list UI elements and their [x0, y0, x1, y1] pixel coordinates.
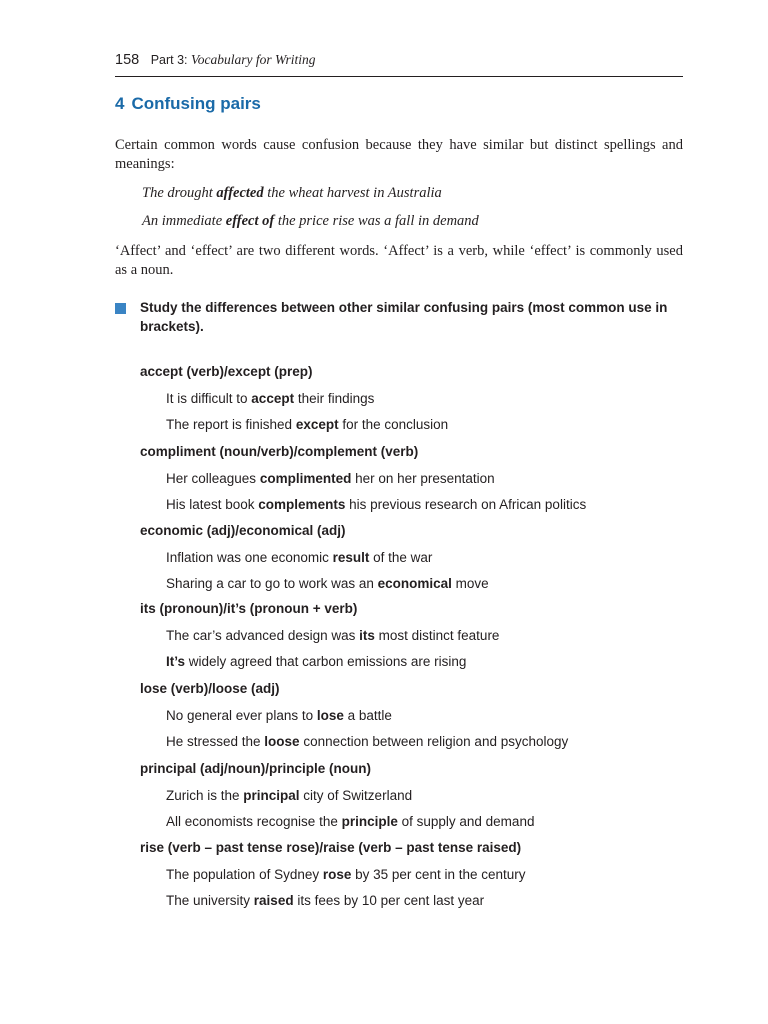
example-keyword: It’s: [166, 654, 186, 669]
example-keyword: effect of: [225, 213, 275, 229]
part-subtitle: Vocabulary for Writing: [191, 52, 316, 67]
header-divider: [115, 76, 683, 77]
pair-example: [166, 708, 392, 723]
example-keyword: loose: [264, 734, 300, 749]
example-text: Her colleagues: [166, 471, 260, 486]
example-text: of the war: [369, 550, 433, 565]
explanation-paragraph: ‘Affect’ and ‘effect’ are two different words. ‘Affect’ is a verb, while ‘effect’ is commonly used as a noun.: [115, 243, 683, 278]
section-number: 4: [115, 94, 125, 113]
pair-heading: accept (verb)/except (prep): [140, 364, 313, 379]
square-bullet-icon: [115, 303, 126, 314]
example-keyword: principle: [341, 814, 398, 829]
example-text: of supply and demand: [397, 814, 535, 829]
section-title-text: Confusing pairs: [131, 94, 261, 113]
example-text: most distinct feature: [374, 628, 500, 643]
example-text: He stressed the: [166, 734, 265, 749]
example-text: move: [451, 576, 489, 591]
example-text: His latest book: [166, 497, 259, 512]
example-text: its fees by 10 per cent last year: [293, 893, 485, 908]
pair-example: [166, 893, 484, 908]
part-label: Part 3:: [150, 53, 188, 67]
pair-example: [166, 497, 586, 512]
example-text: The population of Sydney: [166, 867, 323, 882]
example-keyword: affected: [216, 185, 264, 201]
pair-example: [166, 628, 499, 643]
example-text: their findings: [294, 391, 375, 406]
page-number: 158: [115, 52, 140, 68]
example-keyword: except: [295, 417, 339, 432]
example-text: No general ever plans to: [166, 708, 317, 723]
example-text: city of Switzerland: [299, 788, 413, 803]
example-keyword: lose: [316, 708, 344, 723]
example-keyword: raised: [253, 893, 294, 908]
pair-heading: compliment (noun/verb)/complement (verb): [140, 444, 419, 459]
example-keyword: complimented: [259, 471, 352, 486]
example-text: the price rise was a fall in demand: [274, 213, 479, 229]
pair-example: [166, 471, 495, 486]
pair-example: [166, 417, 448, 432]
pair-heading: its (pronoun)/it’s (pronoun + verb): [140, 601, 358, 616]
example-text: for the conclusion: [338, 417, 449, 432]
pair-example: [166, 734, 568, 749]
example-keyword: accept: [251, 391, 295, 406]
intro-example-1: [142, 185, 442, 202]
example-keyword: its: [359, 628, 375, 643]
example-text: Sharing a car to go to work was an: [166, 576, 378, 591]
pair-heading: rise (verb – past tense rose)/raise (verb – past tense raised): [140, 840, 522, 855]
example-text: The drought: [142, 185, 217, 201]
example-text: his previous research on African politics: [345, 497, 587, 512]
example-text: It is difficult to: [166, 391, 252, 406]
section-title: [115, 94, 261, 114]
example-text: by 35 per cent in the century: [351, 867, 526, 882]
example-keyword: principal: [243, 788, 300, 803]
example-text: The car’s advanced design was: [166, 628, 360, 643]
pair-example: [166, 391, 374, 406]
pair-example: [166, 654, 466, 669]
intro-paragraph: Certain common words cause confusion because they have similar but distinct spellings and meanings:: [115, 137, 683, 172]
pair-example: [166, 550, 432, 565]
page-header: [115, 52, 683, 74]
example-keyword: result: [332, 550, 370, 565]
example-text: All economists recognise the: [166, 814, 342, 829]
pair-heading: principal (adj/noun)/principle (noun): [140, 761, 371, 776]
pair-heading: lose (verb)/loose (adj): [140, 681, 280, 696]
intro-example-2: [142, 213, 479, 230]
example-text: the wheat harvest in Australia: [263, 185, 442, 201]
example-text: widely agreed that carbon emissions are rising: [185, 654, 467, 669]
pair-example: [166, 867, 526, 882]
pair-heading: economic (adj)/economical (adj): [140, 523, 346, 538]
example-text: Zurich is the: [166, 788, 244, 803]
example-keyword: complements: [258, 497, 346, 512]
example-text: An immediate: [142, 213, 226, 229]
example-text: a battle: [343, 708, 392, 723]
pair-example: [166, 814, 534, 829]
example-keyword: rose: [322, 867, 352, 882]
example-text: The report is finished: [166, 417, 296, 432]
example-keyword: economical: [377, 576, 452, 591]
instruction-text: Study the differences between other similar confusing pairs (most common use in brackets).: [140, 300, 668, 334]
example-text: The university: [166, 893, 254, 908]
pair-example: [166, 788, 412, 803]
example-text: her on her presentation: [351, 471, 495, 486]
pair-example: [166, 576, 489, 591]
example-text: Inflation was one economic: [166, 550, 333, 565]
example-text: connection between religion and psychology: [299, 734, 569, 749]
